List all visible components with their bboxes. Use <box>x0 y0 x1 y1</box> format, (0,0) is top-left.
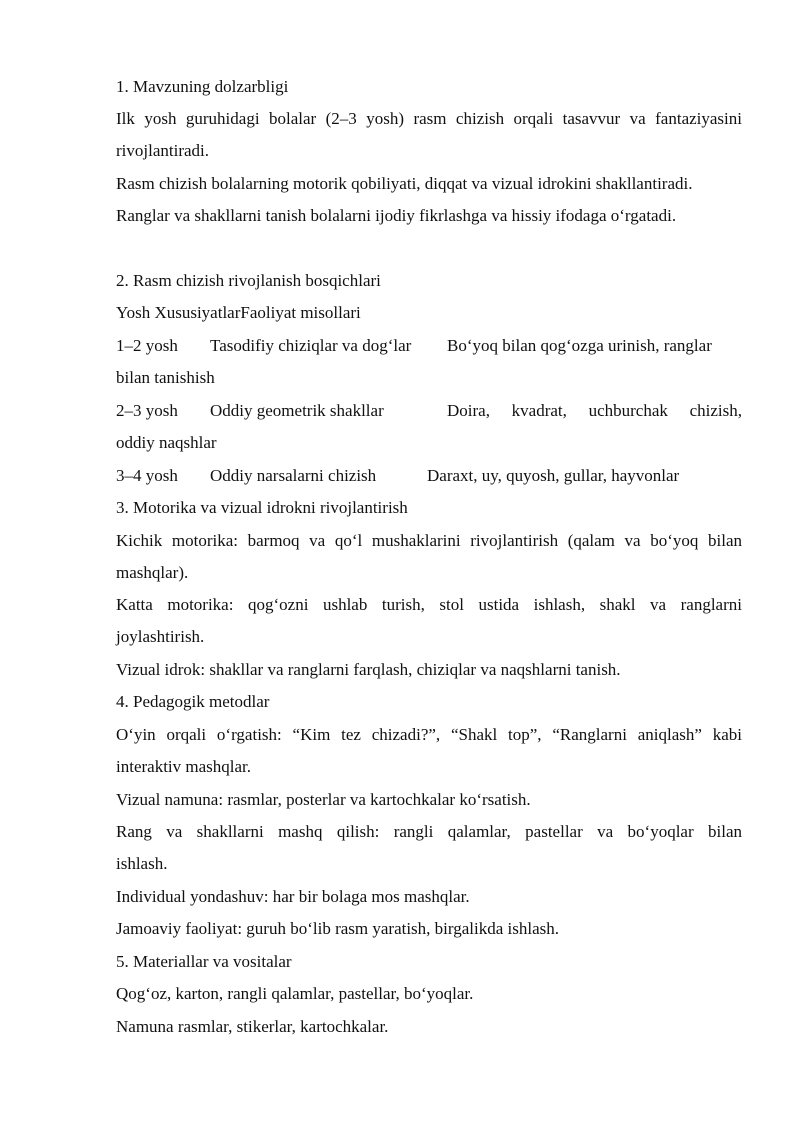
paragraph-line: Ilk yosh guruhidagi bolalar (2–3 yosh) rasm chizish orqali tasavvur va fantaziyasini <box>116 109 742 128</box>
paragraph: Jamoaviy faoliyat: guruh bo‘lib rasm yaratish, birgalikda ishlash. <box>116 919 560 938</box>
table-cell-activity: Doira, kvadrat, uchburchak chizish, <box>447 401 742 420</box>
table-cell-age: 2–3 yosh <box>116 401 178 420</box>
table-cell-feature: Oddiy geometrik shakllar <box>210 401 384 420</box>
table-header: Yosh XususiyatlarFaoliyat misollari <box>116 303 361 322</box>
section-heading-relevance: 1. Mavzuning dolzarbligi <box>116 77 289 96</box>
table-cell-activity-continued: bilan tanishish <box>116 368 215 387</box>
paragraph: Vizual idrok: shakllar va ranglarni farqlash, chiziqlar va naqshlarni tanish. <box>116 660 621 679</box>
paragraph-line: Kichik motorika: barmoq va qo‘l mushaklarini rivojlantirish (qalam va bo‘yoq bilan <box>116 531 742 550</box>
paragraph-line: rivojlantiradi. <box>116 141 210 160</box>
paragraph: Individual yondashuv: har bir bolaga mos mashqlar. <box>116 887 470 906</box>
paragraph-line: O‘yin orqali o‘rgatish: “Kim tez chizadi?”, “Shakl top”, “Ranglarni aniqlash” kabi <box>116 725 742 744</box>
paragraph-line: interaktiv mashqlar. <box>116 757 252 776</box>
paragraph-line: mashqlar). <box>116 563 189 582</box>
paragraph: Vizual namuna: rasmlar, posterlar va kartochkalar ko‘rsatish. <box>116 790 531 809</box>
table-cell-feature: Oddiy narsalarni chizish <box>210 466 377 485</box>
table-cell-activity: Bo‘yoq bilan qog‘ozga urinish, ranglar <box>447 336 712 355</box>
paragraph: Namuna rasmlar, stikerlar, kartochkalar. <box>116 1017 389 1036</box>
table-cell-feature: Tasodifiy chiziqlar va dog‘lar <box>210 336 412 355</box>
table-cell-age: 3–4 yosh <box>116 466 178 485</box>
paragraph-line: Rang va shakllarni mashq qilish: rangli qalamlar, pastellar va bo‘yoqlar bilan <box>116 822 742 841</box>
paragraph: Rasm chizish bolalarning motorik qobiliyati, diqqat va vizual idrokini shakllantiradi. <box>116 174 693 193</box>
table-cell-age: 1–2 yosh <box>116 336 178 355</box>
paragraph: Ranglar va shakllarni tanish bolalarni ijodiy fikrlashga va hissiy ifodaga o‘rgatadi. <box>116 206 677 225</box>
section-heading-stages: 2. Rasm chizish rivojlanish bosqichlari <box>116 271 381 290</box>
paragraph-line: ishlash. <box>116 854 168 873</box>
section-heading-methods: 4. Pedagogik metodlar <box>116 692 270 711</box>
section-heading-motor-skills: 3. Motorika va vizual idrokni rivojlantirish <box>116 498 408 517</box>
paragraph-line: joylashtirish. <box>116 627 205 646</box>
table-cell-activity: Daraxt, uy, quyosh, gullar, hayvonlar <box>427 466 680 485</box>
table-cell-activity-continued: oddiy naqshlar <box>116 433 217 452</box>
paragraph-line: Katta motorika: qog‘ozni ushlab turish, stol ustida ishlash, shakl va ranglarni <box>116 595 742 614</box>
paragraph: Qog‘oz, karton, rangli qalamlar, pastellar, bo‘yoqlar. <box>116 984 474 1003</box>
section-heading-materials: 5. Materiallar va vositalar <box>116 952 292 971</box>
